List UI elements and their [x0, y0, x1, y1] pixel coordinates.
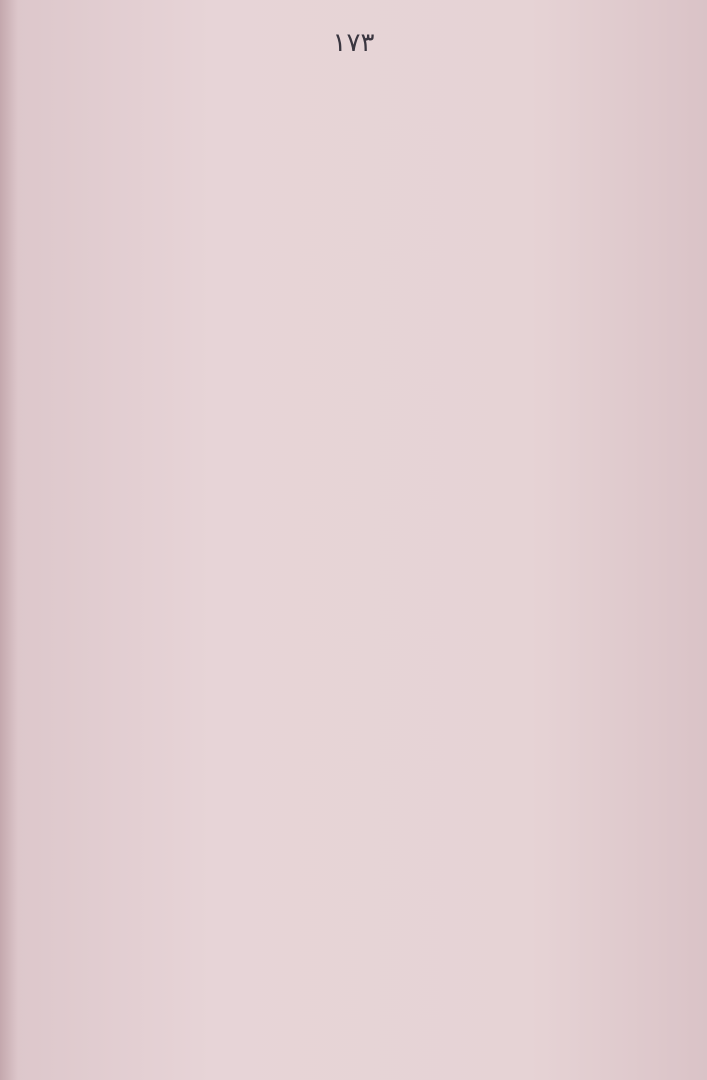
page-number: ۱۷۳ — [332, 28, 375, 58]
page-binding-shadow — [0, 0, 18, 1080]
